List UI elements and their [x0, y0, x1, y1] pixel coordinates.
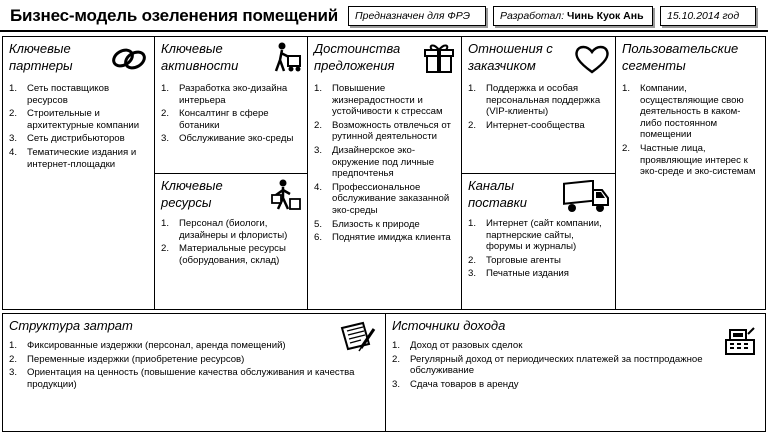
list-item: 2. Регулярный доход от периодических платежей за постпродажное обслуживание: [392, 353, 703, 377]
list-item: 2. Консалтинг в сфере ботаники: [161, 108, 269, 131]
list: [392, 340, 761, 392]
header: [0, 0, 768, 34]
list-item: 3. Сеть дистрибьюторов: [9, 133, 125, 145]
list: [622, 83, 761, 180]
block-title: Достоинства предложения: [314, 41, 401, 73]
list-item: 5. Близость к природе: [314, 218, 420, 230]
block-channels: [461, 173, 616, 310]
list: [9, 83, 150, 172]
delivery-truck-icon: [562, 180, 610, 214]
block-revenue-streams: [385, 313, 766, 432]
list-item: 6. Поднятие имиджа клиента: [314, 232, 451, 244]
list-item: 3. Дизайнерское эко-окружение под личные предпочтенья: [314, 144, 435, 180]
list-item: 1. Повышение жизнерадостности и устойчивости к стрессам: [314, 83, 443, 118]
block-title: Ключевые ресурсы: [161, 178, 223, 210]
page-title: Бизнес-модель озеленения помещений: [10, 6, 339, 25]
list-item: 3. Сдача товаров в аренду: [392, 378, 519, 390]
list-item: 2. Торговые агенты: [468, 254, 561, 266]
block-title: Отношения с заказчиком: [468, 41, 553, 73]
list: [314, 83, 457, 246]
list-item: 3. Ориентация на ценность (повышение качества обслуживания и качества продукции): [9, 367, 355, 390]
developer-label: Разработал:: [500, 10, 565, 22]
list-item: 2. Интернет-сообщества: [468, 119, 585, 131]
list-item: 4. Тематические издания и интернет-площадки: [9, 146, 137, 170]
block-customer-segments: [615, 36, 766, 310]
list: [161, 83, 303, 147]
date-box: 15.10.2014 год: [660, 6, 756, 26]
worker-cart-icon: [269, 41, 303, 75]
list-item: 2. Материальные ресурсы (оборудования, склад): [161, 243, 286, 266]
list-item: 1. Персонал (биологи, дизайнеры и флористы): [161, 218, 288, 241]
heart-icon: [574, 45, 610, 75]
block-title: Структура затрат: [9, 318, 133, 333]
list: [468, 83, 611, 133]
list-item: 3. Печатные издания: [468, 268, 569, 280]
list-item: 1. Компании, осуществляющие свою деятельность в каком-либо постоянном помещении: [622, 83, 744, 141]
list: [468, 218, 611, 282]
developer-box: [493, 6, 653, 26]
intended-for-box: Предназначен для ФРЭ: [348, 6, 486, 26]
worker-boxes-icon: [269, 178, 303, 212]
block-key-activities: [154, 36, 308, 174]
block-title: Источники дохода: [392, 318, 506, 333]
list-item: 3. Обслуживание эко-среды: [161, 133, 294, 145]
list-item: 2. Возможность отвлечься от рутинной деятельности: [314, 119, 451, 143]
list-item: 2. Строительные и архитектурные компании: [9, 108, 140, 131]
list-item: 2. Переменные издержки (приобретение ресурсов): [9, 353, 245, 365]
gift-box-icon: [422, 41, 456, 75]
list-item: 2. Частные лица, проявляющие интерес к эко-среде и эко-системам: [622, 142, 756, 178]
list-item: 1. Сеть поставщиков ресурсов: [9, 83, 110, 106]
list-item: 1. Интернет (сайт компании, партнерские сайты, форумы и журналы): [468, 218, 602, 253]
developer-name: Чинь Куок Ань: [567, 10, 644, 22]
block-key-resources: [154, 173, 308, 310]
list-item: 1. Фиксированные издержки (персонал, аренда помещений): [9, 340, 286, 351]
list-item: 1. Разработка эко-дизайна интерьера: [161, 83, 288, 106]
list-item: 4. Профессиональное обслуживание заказанной эко-среды: [314, 181, 450, 216]
block-value-propositions: [307, 36, 462, 310]
block-title: Каналы поставки: [468, 178, 527, 210]
block-cost-structure: [2, 313, 386, 432]
block-title: Ключевые активности: [161, 41, 239, 73]
title-divider: [0, 30, 768, 32]
list-item: 1. Доход от разовых сделок: [392, 340, 523, 351]
chain-link-icon: [109, 43, 149, 75]
block-customer-relationships: [461, 36, 616, 174]
block-title: Пользовательские сегменты: [622, 41, 739, 73]
list: [9, 340, 381, 392]
list: [161, 218, 303, 268]
block-title: Ключевые партнеры: [9, 41, 73, 73]
business-model-canvas: [0, 36, 768, 432]
list-item: 1. Поддержка и особая персональная поддержка (VIP-клиенты): [468, 83, 601, 118]
block-key-partners: [2, 36, 155, 310]
